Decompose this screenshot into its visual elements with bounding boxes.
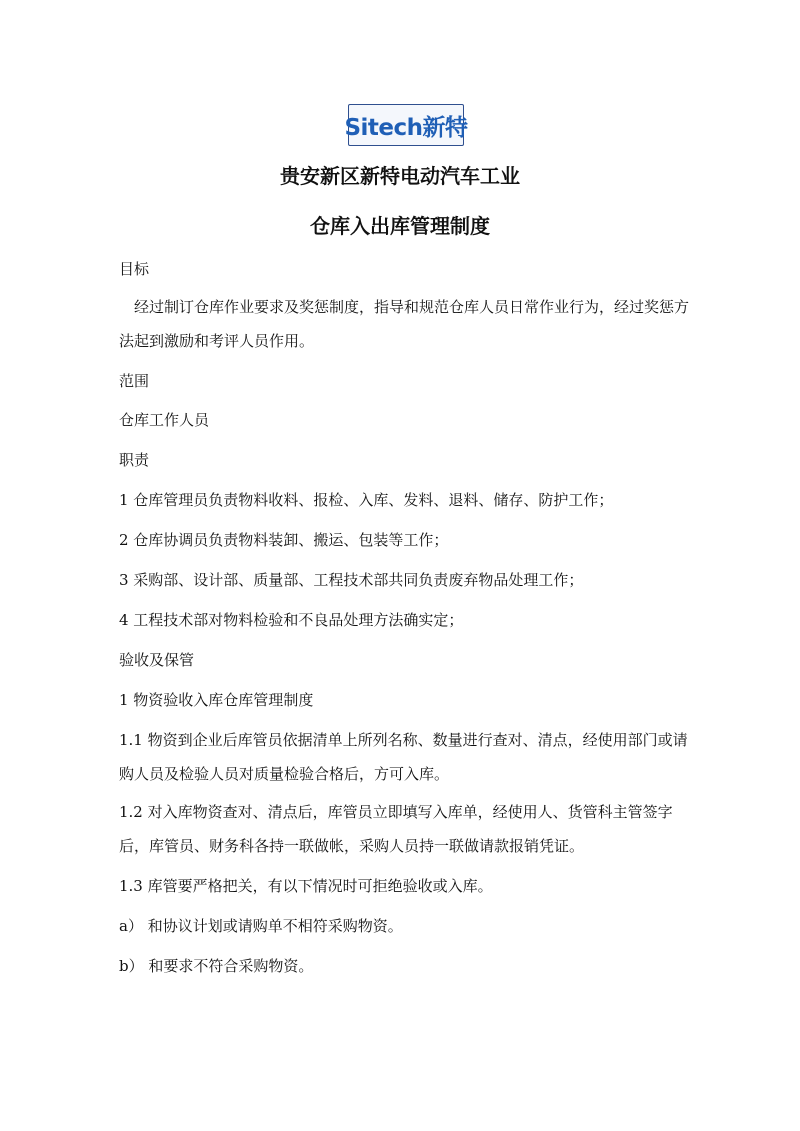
clause-1-2: 1.2 对入库物资查对、清点后，库管员立即填写入库单，经使用人、货管科主管签字后，库管员、财务科各持一联做帐，采购人员持一联做请款报销凭证。: [119, 803, 673, 855]
section-heading-scope: 范围: [119, 372, 150, 390]
sitech-logo: Sitech新特: [348, 104, 464, 146]
section-heading-goal: 目标: [119, 260, 150, 278]
list-item-b: b） 和要求不符合采购物资。: [119, 957, 314, 975]
section-heading-duties: 职责: [119, 451, 150, 469]
scope-text: 仓库工作人员: [119, 411, 210, 429]
company-title: 贵安新区新特电动汽车工业: [280, 164, 520, 188]
goal-paragraph: 经过制订仓库作业要求及奖惩制度，指导和规范仓库人员日常作业行为，经过奖惩方法起到激励和考评人员作用。: [119, 298, 690, 350]
section-heading-acceptance: 验收及保管: [119, 651, 195, 669]
document-title: 仓库入出库管理制度: [310, 214, 490, 238]
clause-1-3: 1.3 库管要严格把关，有以下情况时可拒绝验收或入库。: [119, 877, 493, 895]
duty-item-4: 4 工程技术部对物料检验和不良品处理方法确实定；: [119, 611, 464, 629]
subsection-heading: 1 物资验收入库仓库管理制度: [119, 691, 314, 709]
duty-item-1: 1 仓库管理员负责物料收料、报检、入库、发料、退料、储存、防护工作；: [119, 491, 614, 509]
duty-item-3: 3 采购部、设计部、质量部、工程技术部共同负责废弃物品处理工作；: [119, 571, 584, 589]
duty-item-2: 2 仓库协调员负责物料装卸、搬运、包装等工作；: [119, 531, 449, 549]
clause-1-1: 1.1 物资到企业后库管员依据清单上所列名称、数量进行查对、清点，经使用部门或请购人员及检验人员对质量检验合格后，方可入库。: [119, 731, 688, 783]
list-item-a: a） 和协议计划或请购单不相符采购物资。: [119, 917, 403, 935]
